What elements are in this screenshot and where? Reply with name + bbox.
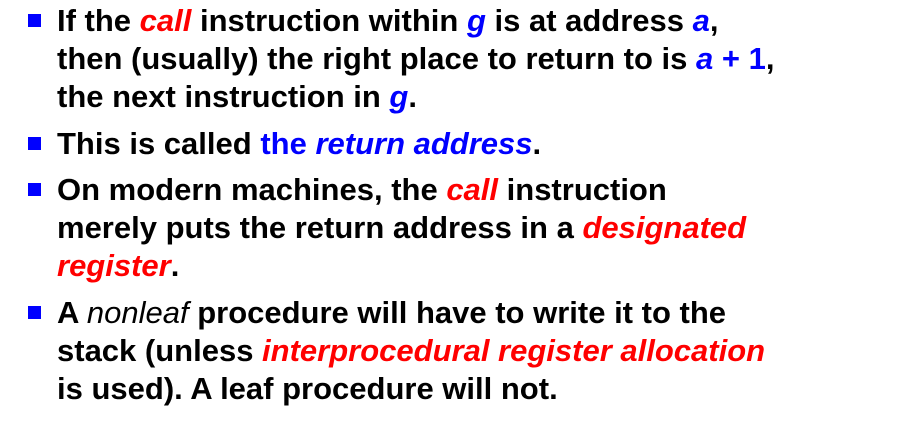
text-run: is at address [485,3,693,38]
bullet-text [57,2,907,116]
text-run: instruction [498,172,667,207]
text-line [57,209,907,247]
keyword-call: call [446,172,499,207]
text-line [57,370,907,408]
text-run: If the [57,3,140,38]
text-run: instruction within [191,3,467,38]
term-register: register [57,248,171,283]
text-line [57,78,907,116]
text-line [57,40,907,78]
variable-a: a [696,41,714,76]
term-the: the [260,126,316,161]
text-line [57,171,907,209]
variable-a: a [692,3,710,38]
plus-one-expression: + 1 [713,41,766,76]
bullet-text [57,125,907,163]
bullet-text [57,294,907,408]
text-run: merely puts the return address in a [57,210,583,245]
term-nonleaf: nonleaf [86,295,189,330]
text-line [57,332,907,370]
text-run: . [532,126,542,161]
bullet-text [57,171,907,285]
text-run: procedure will have to write it to the [188,295,726,330]
text-run: On modern machines, the [57,172,447,207]
square-bullet-icon [28,14,41,27]
text-run: . [408,79,417,114]
text-run: A [57,295,87,330]
square-bullet-icon [28,183,41,196]
keyword-call: call [139,3,192,38]
text-line [57,294,907,332]
term-designated: designated [582,210,747,245]
text-run: the next instruction in [57,79,390,114]
variable-g: g [466,3,486,38]
text-run: . [170,248,180,283]
variable-g: g [389,79,409,114]
square-bullet-icon [28,137,41,150]
text-run: then (usually) the right place to return to is [57,41,696,76]
text-run: This is called [57,126,261,161]
text-run: , [765,41,775,76]
text-run: is used). A leaf procedure will not. [57,371,558,406]
square-bullet-icon [28,306,41,319]
text-run: , [709,3,719,38]
text-line [57,247,907,285]
term-return-address: return address [315,126,533,161]
term-interprocedural-register-allocation: interprocedural register allocation [262,333,766,368]
text-run: stack (unless [57,333,263,368]
text-line [57,125,907,163]
text-line [57,2,907,40]
